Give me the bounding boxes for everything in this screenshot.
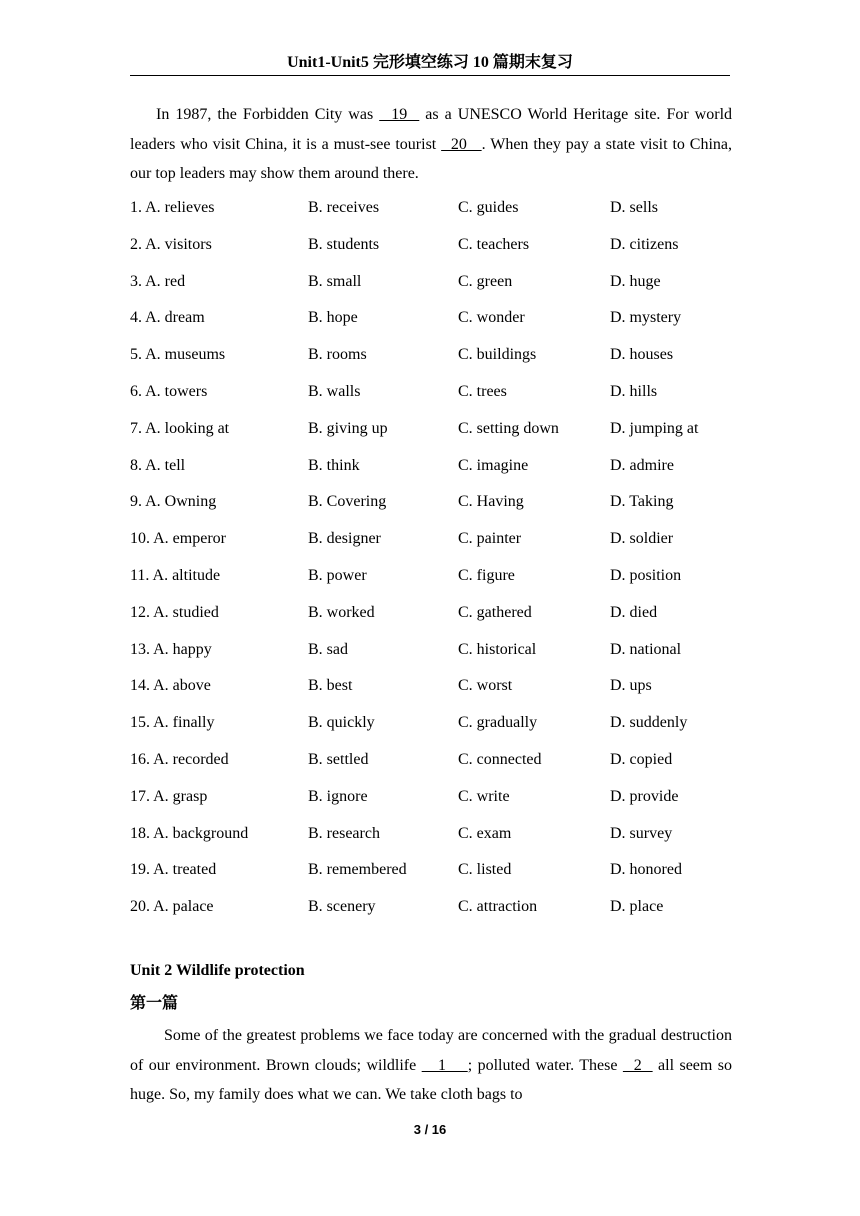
header-divider — [130, 75, 730, 76]
section-subtitle: 第一篇 — [130, 993, 179, 1012]
passage-paragraph-forbidden-city — [130, 100, 732, 189]
blank-20: 20 — [441, 135, 482, 153]
option-a: 15. A. finally — [130, 714, 215, 732]
question-row — [130, 745, 732, 782]
option-d: D. national — [610, 640, 682, 658]
option-c: C. write — [458, 787, 510, 805]
option-d: D. citizens — [610, 235, 679, 253]
option-b: B. settled — [308, 750, 369, 768]
question-row — [130, 377, 732, 414]
option-c: C. exam — [458, 824, 512, 842]
option-b: B. research — [308, 824, 380, 842]
option-d: D. houses — [610, 346, 674, 364]
section-title: Unit 2 Wildlife protection — [130, 962, 305, 979]
option-a: 20. A. palace — [130, 898, 214, 916]
option-b: B. designer — [308, 530, 381, 548]
option-b: B. think — [308, 456, 360, 474]
option-b: B. scenery — [308, 898, 376, 916]
question-row — [130, 451, 732, 488]
option-a: 5. A. museums — [130, 346, 226, 364]
question-row — [130, 524, 732, 561]
option-b: B. sad — [308, 640, 348, 658]
option-b: B. quickly — [308, 714, 375, 732]
option-b: B. hope — [308, 309, 358, 327]
option-c: C. painter — [458, 530, 522, 548]
question-row — [130, 598, 732, 635]
option-d: D. huge — [610, 272, 661, 290]
option-c: C. trees — [458, 382, 507, 400]
option-d: D. sells — [610, 199, 658, 216]
option-c: C. imagine — [458, 456, 529, 474]
option-b: B. students — [308, 235, 380, 253]
option-a: 3. A. red — [130, 272, 186, 290]
option-c: C. buildings — [458, 346, 537, 364]
option-b: B. giving up — [308, 419, 388, 437]
option-c: C. gathered — [458, 603, 532, 621]
option-b: B. ignore — [308, 787, 368, 805]
option-d: D. jumping at — [610, 419, 699, 437]
question-row — [130, 855, 732, 892]
answer-options-list — [130, 193, 732, 929]
option-d: D. copied — [610, 750, 673, 768]
option-a: 2. A. visitors — [130, 235, 212, 253]
option-c: C. wonder — [458, 309, 525, 327]
question-row — [130, 708, 732, 745]
option-d: D. soldier — [610, 530, 674, 548]
option-b: B. remembered — [308, 861, 407, 879]
option-b: B. power — [308, 566, 367, 584]
option-c: C. teachers — [458, 235, 530, 253]
option-a: 12. A. studied — [130, 603, 219, 621]
page-header-title: Unit1-Unit5 完形填空练习 10 篇期末复习 — [287, 54, 573, 71]
question-row — [130, 487, 732, 524]
option-b: B. receives — [308, 199, 380, 216]
option-b: B. rooms — [308, 346, 367, 364]
question-row — [130, 635, 732, 672]
option-c: C. gradually — [458, 714, 538, 732]
option-d: D. died — [610, 603, 658, 621]
question-row — [130, 819, 732, 856]
option-d: D. admire — [610, 456, 674, 474]
option-c: C. listed — [458, 861, 512, 879]
question-row — [130, 782, 732, 819]
passage-text: In 1987, the Forbidden City was — [156, 106, 380, 123]
option-c: C. historical — [458, 640, 537, 658]
question-row — [130, 671, 732, 708]
option-a: 8. A. tell — [130, 456, 186, 474]
option-b: B. worked — [308, 603, 375, 621]
blank-19: 19 — [379, 106, 420, 123]
option-b: B. small — [308, 272, 362, 290]
blank-2: 2 — [622, 1056, 653, 1074]
question-row — [130, 340, 732, 377]
page-number: 3 / 16 — [413, 1122, 447, 1137]
option-a: 9. A. Owning — [130, 493, 217, 511]
option-d: D. ups — [610, 677, 652, 695]
option-c: C. green — [458, 272, 513, 290]
option-d: D. position — [610, 566, 682, 584]
option-c: C. attraction — [458, 898, 538, 916]
option-d: D. hills — [610, 382, 658, 400]
question-row — [130, 267, 732, 304]
option-d: D. survey — [610, 824, 673, 842]
option-b: B. best — [308, 677, 353, 695]
blank-1: 1 — [421, 1056, 468, 1074]
question-row — [130, 414, 732, 451]
option-a: 6. A. towers — [130, 382, 208, 400]
option-c: C. Having — [458, 493, 524, 511]
option-a: 11. A. altitude — [130, 566, 221, 584]
question-row — [130, 303, 732, 340]
passage-text: as a UNESCO World Heritage site. For world leaders who visit China, it is a must-see tourist — [130, 106, 733, 153]
passage-text: . When they pay a state visit to China, our top leaders may show them around there. — [130, 135, 733, 182]
option-c: C. worst — [458, 677, 513, 695]
option-a: 10. A. emperor — [130, 530, 226, 548]
option-a: 17. A. grasp — [130, 787, 208, 805]
option-d: D. provide — [610, 787, 679, 805]
option-d: D. suddenly — [610, 714, 688, 732]
option-d: D. Taking — [610, 493, 674, 511]
option-d: D. honored — [610, 861, 682, 879]
option-b: B. Covering — [308, 493, 387, 511]
option-a: 1. A. relieves — [130, 199, 215, 216]
option-c: C. connected — [458, 750, 542, 768]
option-a: 7. A. looking at — [130, 419, 230, 437]
option-a: 4. A. dream — [130, 309, 205, 327]
question-row — [130, 892, 732, 929]
option-c: C. figure — [458, 566, 515, 584]
option-c: C. setting down — [458, 419, 559, 437]
option-a: 14. A. above — [130, 677, 211, 695]
question-row — [130, 193, 732, 230]
question-row — [130, 561, 732, 598]
passage-text: ; polluted water. These — [467, 1056, 623, 1074]
option-a: 18. A. background — [130, 824, 249, 842]
option-d: D. mystery — [610, 309, 682, 327]
passage-text: Some of the greatest problems we face today are concerned with the gradual destruction of our environment. Brown clouds; wildlife — [130, 1027, 732, 1074]
option-a: 13. A. happy — [130, 640, 212, 658]
passage-text: all seem so huge. So, my family does what we can. We take cloth bags to — [130, 1056, 733, 1103]
option-c: C. guides — [458, 199, 519, 216]
question-row — [130, 230, 732, 267]
option-b: B. walls — [308, 382, 361, 400]
option-d: D. place — [610, 898, 664, 916]
option-a: 19. A. treated — [130, 861, 217, 879]
passage-paragraph-wildlife — [130, 1021, 732, 1110]
option-a: 16. A. recorded — [130, 750, 229, 768]
